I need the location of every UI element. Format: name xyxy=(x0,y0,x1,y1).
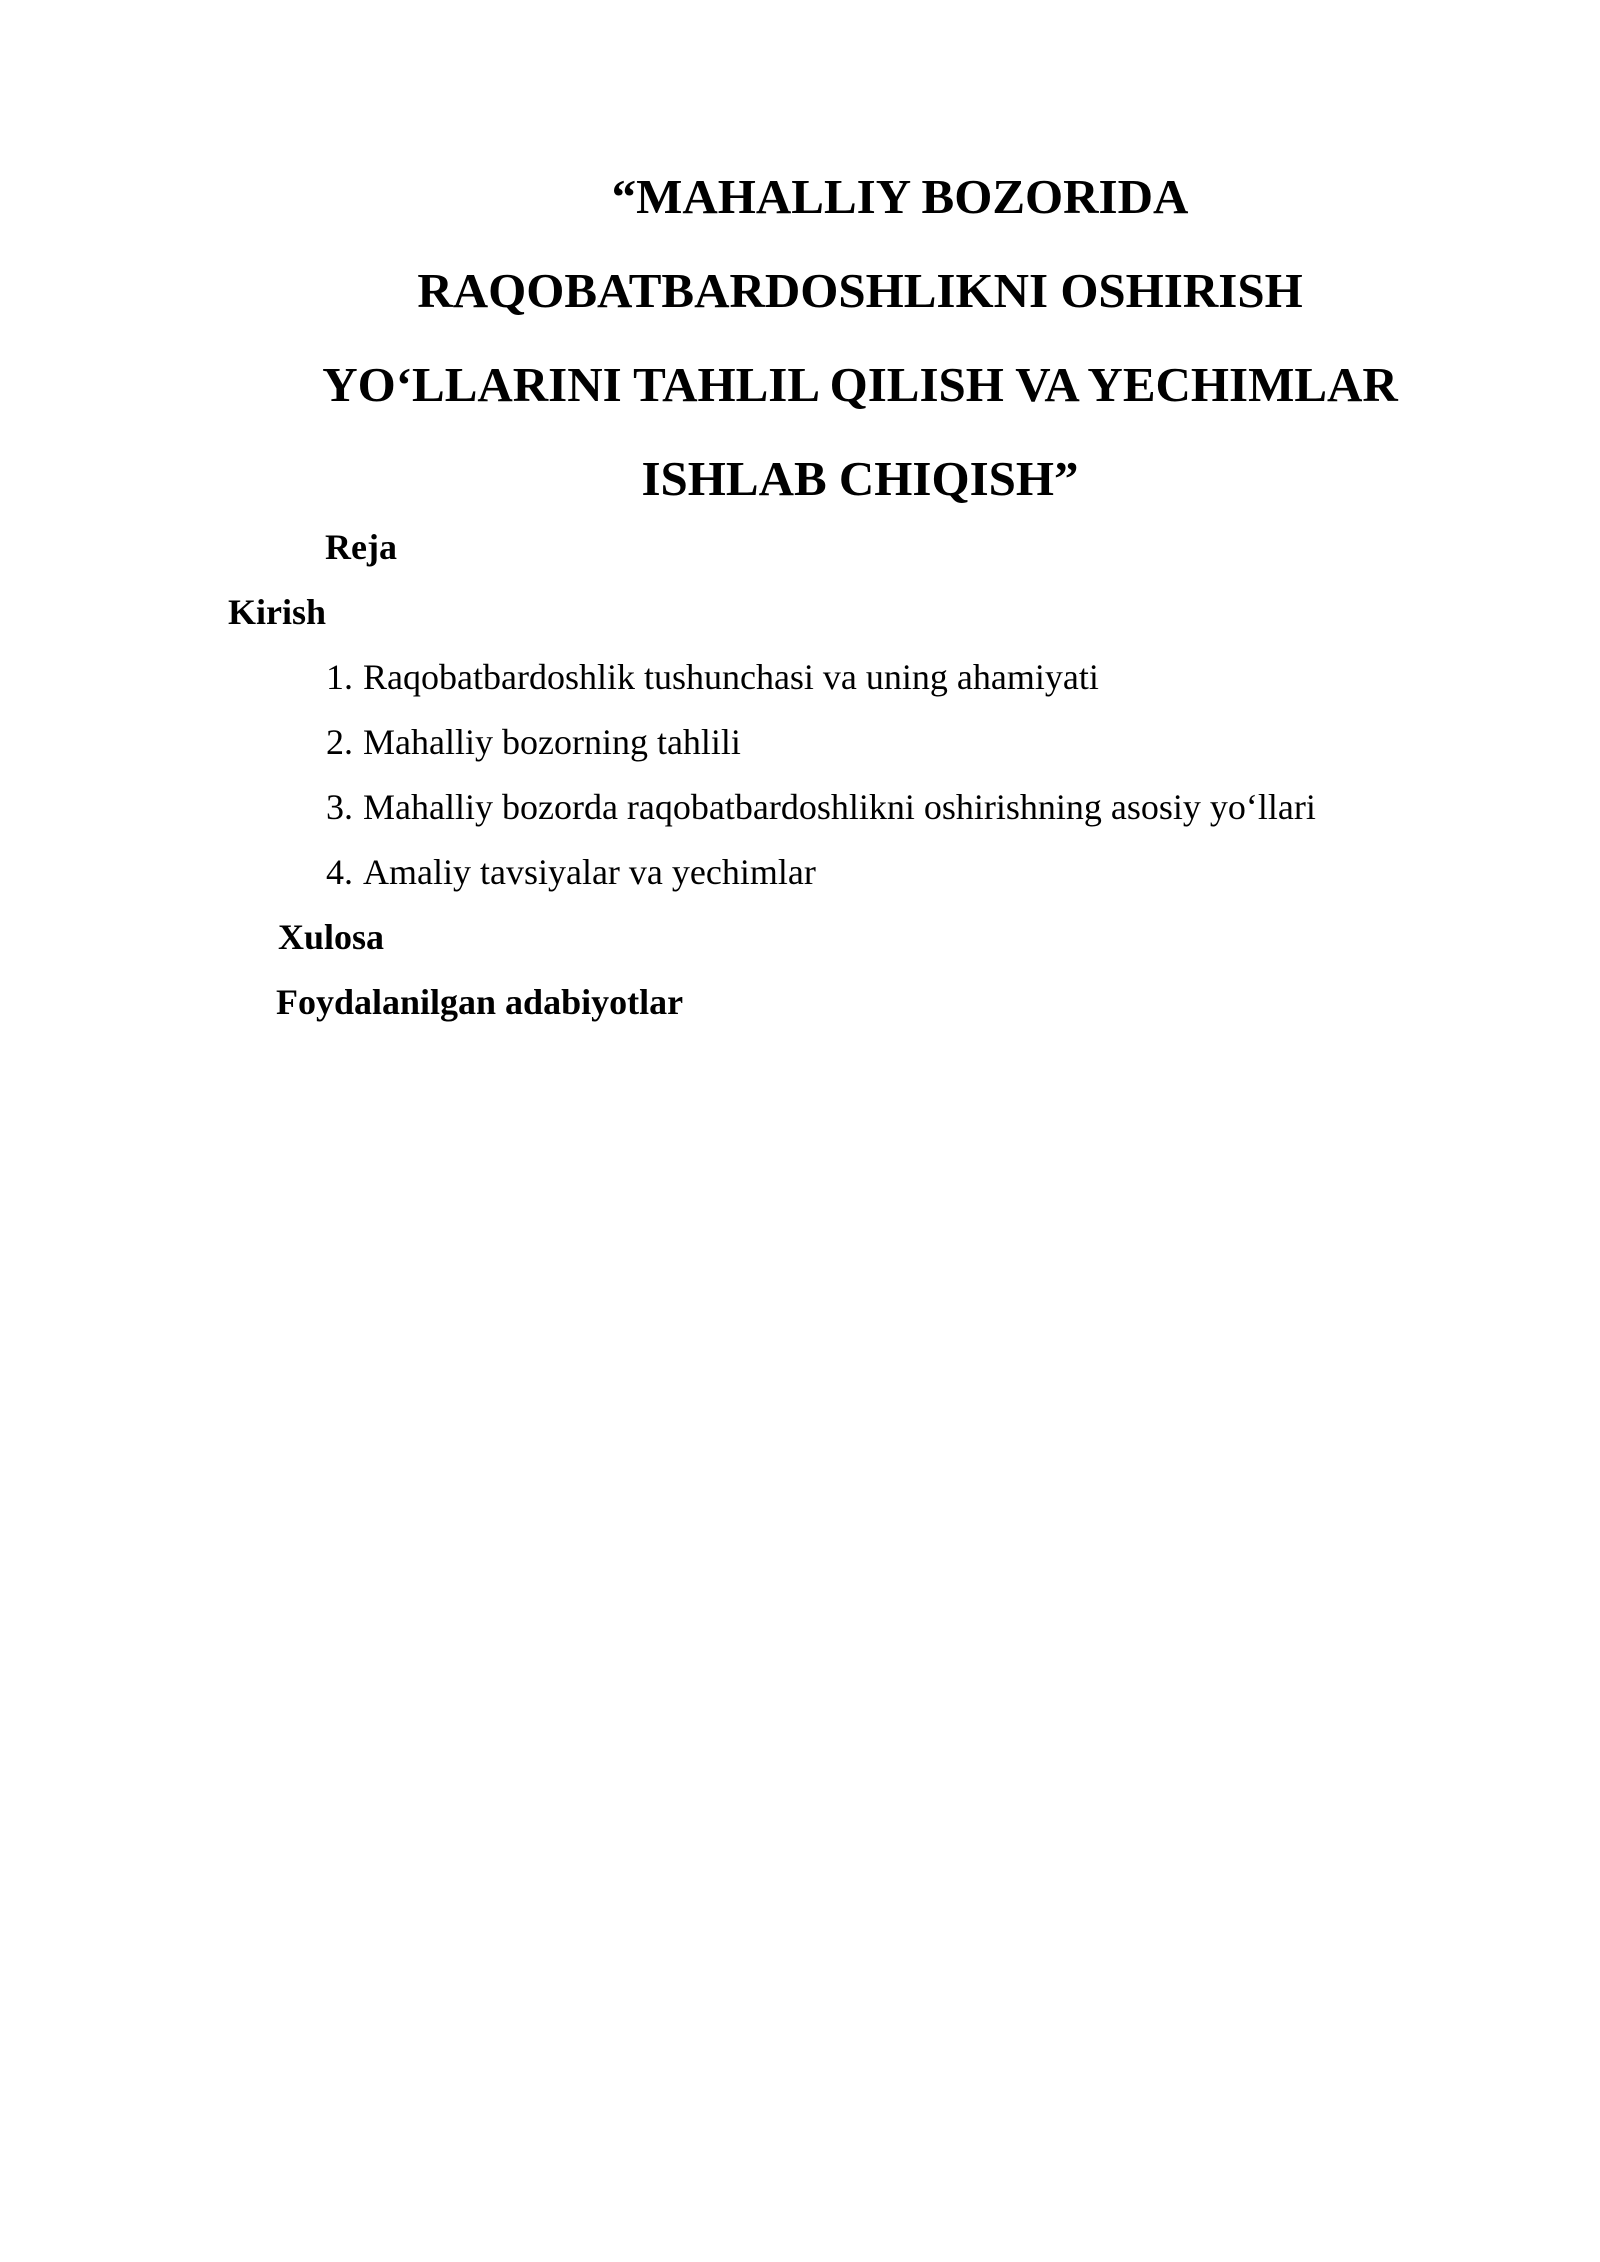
plan-item-text: Mahalliy bozorda raqobatbardoshlikni oshirishning asosiy yo‘llari xyxy=(363,787,1316,827)
plan-item-text: Amaliy tavsiyalar va yechimlar xyxy=(363,852,816,892)
plan-item xyxy=(326,720,1316,785)
plan-item xyxy=(326,850,1316,915)
conclusion-heading: Xulosa xyxy=(278,917,385,957)
plan-item xyxy=(326,785,1316,850)
references-heading: Foydalanilgan adabiyotlar xyxy=(276,982,684,1022)
plan-item-number: 4. xyxy=(326,852,353,892)
title-line: “MAHALLIY BOZORIDA xyxy=(611,169,1189,224)
title-line: YO‘LLARINI TAHLIL QILISH VA YECHIMLAR xyxy=(322,357,1398,412)
plan-item-number: 1. xyxy=(326,657,353,697)
plan-item-number: 2. xyxy=(326,722,353,762)
document-title xyxy=(250,150,1470,526)
plan-heading: Reja xyxy=(325,527,397,567)
plan-item-text: Raqobatbardoshlik tushunchasi va uning ahamiyati xyxy=(363,657,1099,697)
intro-heading: Kirish xyxy=(228,592,327,632)
plan-item-text: Mahalliy bozorning tahlili xyxy=(363,722,741,762)
plan-list xyxy=(326,655,1316,915)
plan-item-number: 3. xyxy=(326,787,353,827)
plan-item xyxy=(326,655,1316,720)
title-line: ISHLAB CHIQISH” xyxy=(641,451,1079,506)
title-line: RAQOBATBARDOSHLIKNI OSHIRISH xyxy=(417,263,1303,318)
